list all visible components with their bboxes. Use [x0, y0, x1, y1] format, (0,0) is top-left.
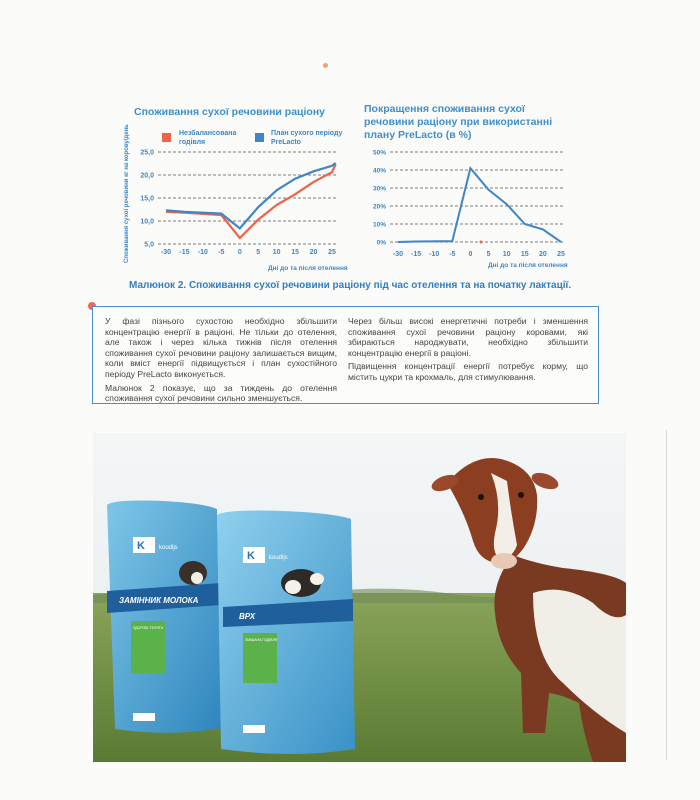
chart2-xtick: 5 — [486, 251, 491, 258]
chart2-ytick: 20% — [372, 203, 386, 211]
chart2-xtick: 10 — [502, 251, 511, 258]
chart1-xtick: 0 — [237, 249, 242, 256]
chart1-xtick: 20 — [309, 249, 318, 256]
chart2-ytick: 40% — [372, 167, 386, 175]
chart1-legend-swatch-2 — [255, 133, 264, 142]
chart2-xtick: 25 — [557, 251, 565, 258]
chart1-xtick: 5 — [256, 249, 261, 256]
chart1-xtick: -5 — [218, 249, 225, 256]
decorative-dot — [323, 63, 328, 68]
chart2-xlabel: Дні до та після отелення — [488, 262, 568, 269]
chart2-xtick: 15 — [520, 251, 529, 258]
chart1-xtick: 25 — [328, 249, 336, 256]
chart2-ytick: 30% — [372, 185, 386, 193]
bag1-product: ЗАМІННИК МОЛОКА — [119, 596, 199, 605]
chart1-ytick: 25,0 — [140, 149, 154, 157]
chart1-xtick: -15 — [179, 249, 190, 256]
chart1-series-line-2 — [166, 163, 336, 228]
page-edge-line — [666, 430, 667, 760]
chart2-xtick: 20 — [538, 251, 547, 258]
chart2-ytick: 50% — [372, 149, 386, 157]
chart2-xtick: 0 — [468, 251, 473, 258]
bag1-sub: ЗДОРОВІ ТЕЛЯТА — [133, 626, 164, 630]
chart2-title: Покращення споживання сухої речовини раціону при використанні плану PreLacto (в %) — [364, 103, 553, 141]
chart2-series-line-1 — [398, 168, 561, 242]
chart1-xtick: 15 — [291, 249, 300, 256]
chart1-xtick: -10 — [197, 249, 208, 256]
chart1-legend-label-1a: Незбалансована — [179, 130, 237, 137]
chart1-ytick: 20,0 — [140, 172, 154, 180]
chart1-title: Споживання сухої речовини раціону — [134, 106, 325, 118]
chart1-legend-label-1b: годівля — [179, 139, 206, 146]
paragraph: Через більш високі енергетичні потреби і зменшення споживання сухої речовини раціону коровами, які збираються народжувати, необхідно збільшити концентрацію енергії в раціоні. — [348, 316, 588, 358]
text-column-left — [105, 316, 337, 407]
chart1-xlabel: Дні до та після отелення — [268, 265, 348, 272]
svg-text:K: K — [137, 540, 145, 552]
chart2-ytick: 10% — [372, 221, 386, 229]
chart2-xtick: -10 — [429, 251, 440, 258]
chart2-marker — [480, 241, 483, 244]
bag2-sub: ЗМІШАНА ГОДІВЛЯ — [245, 638, 278, 642]
product-bag-vrh — [217, 511, 355, 755]
product-photo — [93, 433, 626, 762]
chart1-legend-label-2a: План сухого періоду — [271, 130, 343, 137]
product-bag-milk-replacer — [107, 501, 221, 733]
bag2-product: ВРХ — [239, 612, 256, 621]
chart1-ytick: 15,0 — [140, 195, 154, 203]
bag1-brand: koudijs — [159, 545, 178, 551]
chart1-xtick: -30 — [160, 249, 172, 256]
info-box — [92, 306, 599, 404]
chart2-ytick: 0% — [376, 239, 386, 247]
svg-text:K: K — [247, 550, 255, 562]
chart1-ytick: 10,0 — [140, 218, 154, 226]
paragraph: Підвищення концентрації енергії потребує корму, що містить цукри та крохмаль, для стимулювання. — [348, 361, 588, 382]
chart1-legend-swatch-1 — [162, 133, 171, 142]
chart2-xtick: -15 — [411, 251, 422, 258]
chart2 — [360, 140, 575, 270]
figure-caption: Малюнок 2. Споживання сухої речовини раціону під час отелення та на початку лактації. — [129, 280, 572, 291]
paragraph: Малюнок 2 показує, що за тиждень до отелення споживання сухої речовини сильно зменшується. — [105, 382, 337, 404]
chart1-ytick: 5,0 — [144, 241, 154, 249]
chart1-legend-label-2b: PreLacto — [271, 139, 301, 146]
chart1-xtick: 10 — [272, 249, 281, 256]
chart2-xtick: -5 — [449, 251, 456, 258]
chart1 — [118, 122, 350, 274]
paragraph: У фазі пізнього сухостою необхідно збільшити концентрацію енергії в раціоні. Не тільки до отелення, але також і через кілька тижнів після отелення споживання сухої речовини раціону залишається вищим, коли вміст енергії підвищується і план сухостійного періоду PreLacto виконується. — [105, 316, 337, 379]
text-column-right — [348, 316, 588, 386]
bag2-brand: koudijs — [269, 555, 288, 561]
chart1-ylabel: Споживання сухої речовини кг на корову/день — [124, 124, 130, 263]
chart2-xtick: -30 — [392, 251, 404, 258]
